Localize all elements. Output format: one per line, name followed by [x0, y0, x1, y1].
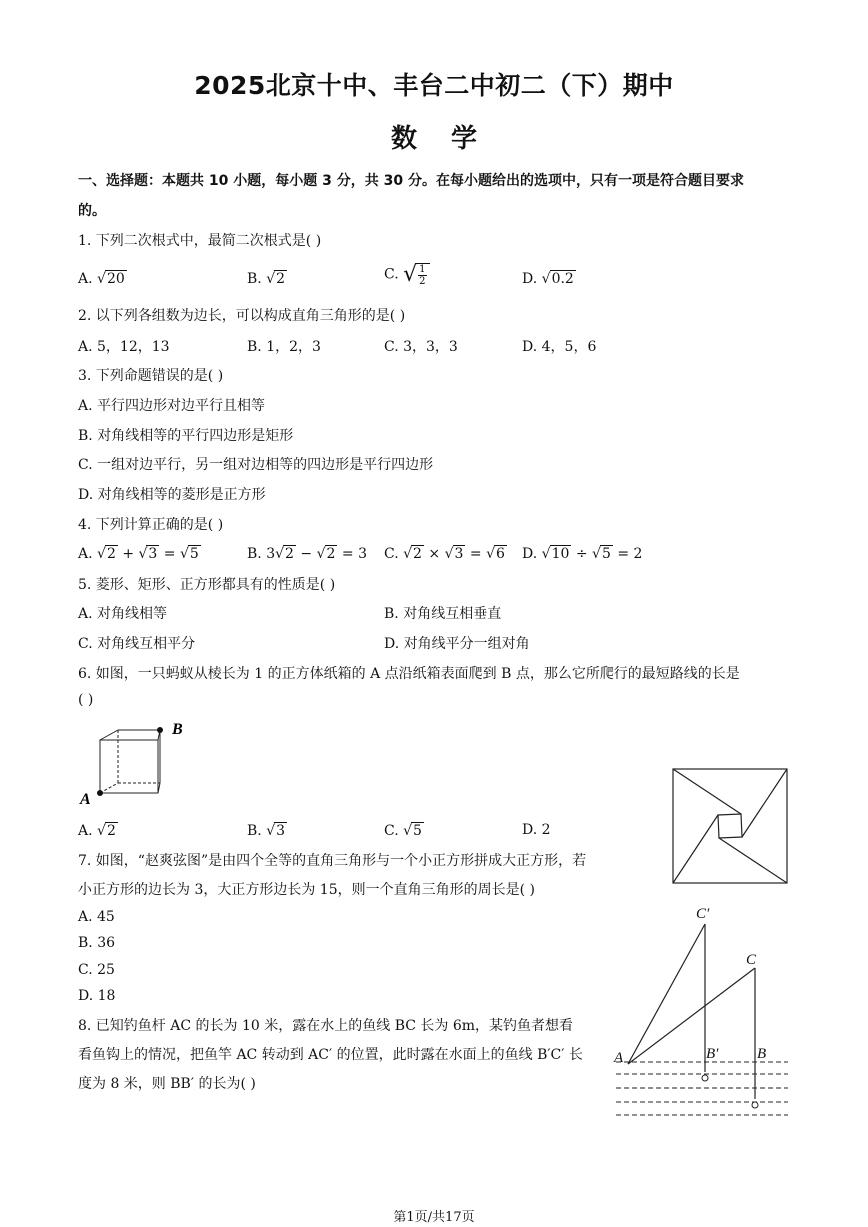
q5-option-c: C. 对角线互相平分: [78, 636, 196, 652]
result: = 3: [341, 546, 367, 562]
radicand: 3: [454, 546, 464, 562]
point-a-marker: [97, 790, 103, 796]
q6-option-b: [247, 822, 287, 839]
radicand: 0.2: [551, 271, 574, 287]
q1-option-d: [522, 270, 576, 287]
q8-stem-line2: 看鱼钩上的情况，把鱼竿 AC 转动到 AC′ 的位置，此时露在水面上的鱼线 B′C′ 长: [78, 1047, 583, 1063]
section-heading-line1: 一、选择题：本题共 10 小题，每小题 3 分，共 30 分。在每小题给出的选项中，只有一项是符合题目要求: [78, 173, 744, 189]
q7-option-d: D. 18: [78, 988, 116, 1004]
q8-stem-line3: 度为 8 米，则 BB′ 的长为( ): [78, 1076, 256, 1092]
radicand: 5: [601, 546, 611, 562]
hook-b: [752, 1102, 758, 1108]
q6-option-c: [384, 822, 424, 839]
small-square: [718, 814, 742, 838]
cube-hidden-diagonal-edge: [100, 783, 118, 793]
sqrt-sign: √3: [266, 823, 286, 839]
sqrt-sign: √3: [138, 546, 158, 562]
option-label: B.: [247, 271, 262, 287]
q7-stem-line1: 7. 如图，“赵爽弦图”是由四个全等的直角三角形与一个小正方形拼成大正方形，若: [78, 853, 587, 869]
sqrt-sign: √6: [486, 546, 505, 562]
q7-option-b: B. 36: [78, 935, 116, 951]
cube-top-left-edge: [100, 730, 118, 740]
big-square: [673, 769, 787, 883]
rod-ac: [628, 968, 755, 1064]
q3-option-d: D. 对角线相等的菱形是正方形: [78, 487, 266, 503]
q2-option-a: A. 5，12，13: [78, 339, 170, 355]
sqrt-sign: √5: [592, 546, 611, 562]
hook-b-prime: [702, 1075, 708, 1081]
q6-stem-line1: 6. 如图，一只蚂蚁从棱长为 1 的正方体纸箱的 A 点沿纸箱表面爬到 B 点，那么它所爬行的最短路线的长是: [78, 666, 740, 682]
q3-stem: 3. 下列命题错误的是( ): [78, 368, 224, 384]
fraction: [418, 264, 426, 287]
triangle-side-2: [742, 769, 787, 837]
label-a: A: [80, 791, 91, 808]
sqrt-sign: √2: [316, 546, 336, 562]
radicand: 3: [148, 546, 158, 562]
q5-option-d: D. 对角线平分一组对角: [384, 636, 530, 652]
q1-option-a: [78, 270, 127, 287]
option-label: D.: [522, 546, 538, 562]
q1-option-c: [384, 262, 430, 287]
radicand: 2: [106, 546, 116, 562]
q2-option-d: D. 4，5，6: [522, 339, 597, 355]
sqrt-sign: √10: [541, 546, 570, 562]
q4-option-c: [384, 545, 507, 562]
q8-stem-line1: 8. 已知钓鱼杆 AC 的长为 10 米，露在水上的鱼线 BC 长为 6m，某钓鱼者想看: [78, 1018, 574, 1034]
sqrt-sign: √3: [444, 546, 464, 562]
q6-option-a: [78, 822, 118, 839]
sqrt-sign: √2: [97, 823, 116, 839]
q2-stem: 2. 以下列各组数为边长，可以构成直角三角形的是( ): [78, 308, 406, 324]
q6-option-d: D. 2: [522, 822, 551, 838]
q5-stem: 5. 菱形、矩形、正方形都具有的性质是( ): [78, 577, 336, 593]
label-c: C: [746, 952, 757, 968]
q2-option-c: C. 3，3，3: [384, 339, 458, 355]
fraction-denominator: 2: [419, 275, 426, 287]
operator: −: [300, 546, 313, 562]
triangle-side-1: [673, 769, 741, 814]
radicand: 2: [326, 546, 336, 562]
label-b: B: [172, 721, 183, 738]
label-c-prime: C′: [696, 906, 710, 922]
point-b-marker: [157, 727, 163, 733]
option-label: B.: [247, 823, 262, 839]
sqrt-sign: √2: [97, 546, 116, 562]
q4-option-a: [78, 545, 201, 562]
q3-option-a: A. 平行四边形对边平行且相等: [78, 398, 266, 414]
rod-ac-prime: [628, 924, 705, 1064]
radicand: 3: [276, 823, 286, 839]
fishing-rod-figure: [612, 902, 792, 1122]
sqrt-sign: √: [403, 262, 418, 287]
zhao-shuang-figure: [672, 768, 788, 884]
q4-option-b: [247, 545, 367, 562]
cube-front-face: [100, 740, 158, 793]
q6-stem-line2: ( ): [78, 692, 94, 708]
sqrt-sign: √2: [275, 546, 294, 562]
q7-option-a: A. 45: [78, 909, 115, 925]
q7-stem-line2: 小正方形的边长为 3，大正方形边长为 15，则一个直角三角形的周长是( ): [78, 882, 535, 898]
triangle-side-3: [719, 838, 787, 883]
q7-option-c: C. 25: [78, 962, 115, 978]
option-label: D.: [522, 271, 538, 287]
q5-option-b: B. 对角线互相垂直: [384, 606, 502, 622]
page-title: 2025北京十中、丰台二中初二（下）期中: [194, 71, 674, 100]
radicand: 2: [413, 546, 422, 562]
q2-option-b: B. 1，2，3: [247, 339, 321, 355]
q1-stem: 1. 下列二次根式中，最简二次根式是( ): [78, 233, 322, 249]
q3-option-b: B. 对角线相等的平行四边形是矩形: [78, 428, 294, 444]
option-label: A.: [78, 546, 93, 562]
subject-title: 数学: [390, 124, 511, 154]
sqrt-radicand-box: [415, 263, 429, 287]
equals: =: [163, 546, 176, 562]
sqrt-sign: √2: [403, 546, 422, 562]
option-label: C.: [384, 266, 399, 283]
operator: +: [122, 546, 135, 562]
operator: ×: [428, 546, 441, 562]
cube-figure: [78, 716, 198, 808]
q5-option-a: A. 对角线相等: [78, 606, 168, 622]
option-label: C.: [384, 823, 399, 839]
q4-option-d: [522, 545, 642, 562]
page-number: 第1页/共17页: [393, 1210, 475, 1225]
option-label: A.: [78, 823, 93, 839]
label-b: B: [757, 1046, 767, 1062]
radicand: 5: [413, 823, 422, 839]
radicand: 2: [285, 546, 294, 562]
label-b-prime: B′: [706, 1046, 719, 1062]
sqrt-sign: √0.2: [541, 271, 574, 287]
operator: ÷: [575, 546, 588, 562]
equals: =: [469, 546, 482, 562]
radicand: 2: [276, 271, 286, 287]
sqrt-sign: √20: [97, 271, 125, 287]
radicand: 5: [189, 546, 199, 562]
option-label: A.: [78, 271, 93, 287]
sqrt-sign: √5: [179, 546, 199, 562]
sqrt-sign: √2: [266, 271, 286, 287]
sqrt-sign: √5: [403, 823, 422, 839]
radicand: 6: [496, 546, 505, 562]
triangle-side-4: [673, 815, 718, 883]
label-a: A: [614, 1050, 624, 1066]
option-label: C.: [384, 546, 399, 562]
radicand: 10: [551, 546, 570, 562]
q4-stem: 4. 下列计算正确的是( ): [78, 517, 224, 533]
q3-option-c: C. 一组对边平行，另一组对边相等的四边形是平行四边形: [78, 457, 434, 473]
section-heading-line2: 的。: [78, 203, 106, 219]
result: = 2: [617, 546, 643, 562]
radicand: 2: [106, 823, 116, 839]
fraction-numerator: 1: [419, 263, 426, 275]
q1-option-b: [247, 270, 287, 287]
radicand: 20: [106, 271, 125, 287]
option-label: B. 3: [247, 546, 276, 562]
